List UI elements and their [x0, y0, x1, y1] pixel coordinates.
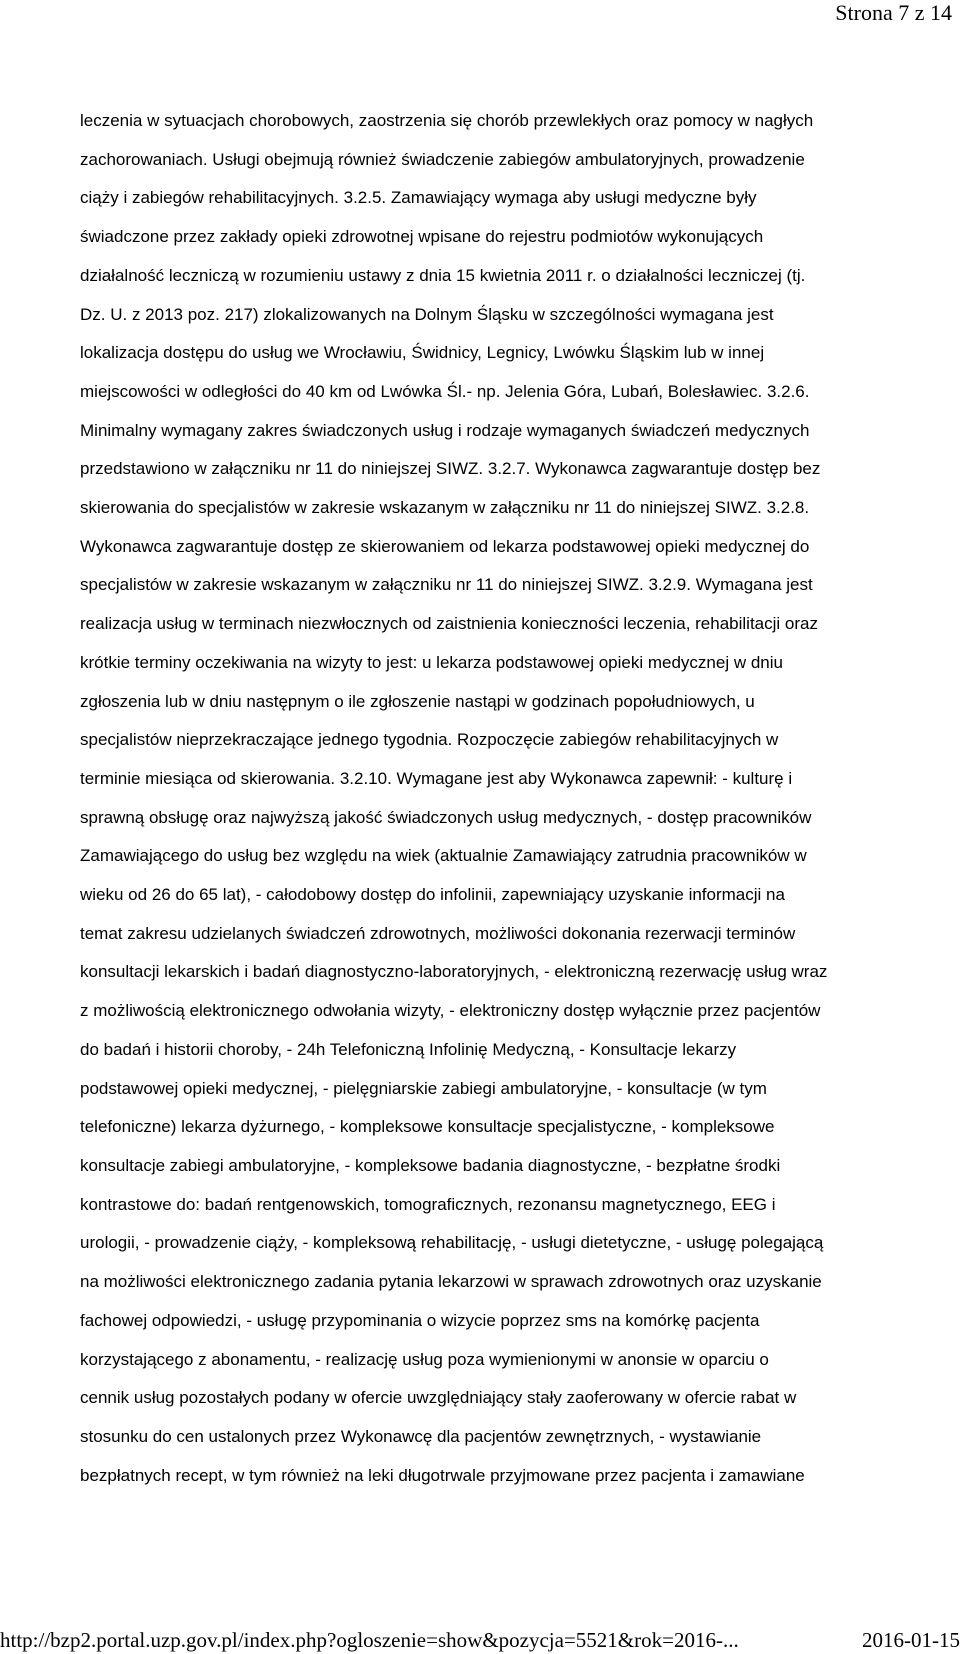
body-line: Minimalny wymagany zakres świadczonych usług i rodzaje wymaganych świadczeń medycznych	[80, 420, 810, 440]
body-line: podstawowej opieki medycznej, - pielęgniarskie zabiegi ambulatoryjne, - konsultacje (w tym	[80, 1078, 767, 1098]
body-line: wieku od 26 do 65 lat), - całodobowy dostęp do infolinii, zapewniający uzyskanie informacji na	[80, 885, 785, 905]
body-line: kontrastowe do: badań rentgenowskich, tomograficznych, rezonansu magnetycznego, EEG i	[80, 1194, 776, 1214]
body-line: miejscowości w odległości do 40 km od Lwówka Śl.- np. Jelenia Góra, Lubań, Bolesławiec. 3.2.6.	[80, 381, 810, 401]
body-line: telefoniczne) lekarza dyżurnego, - kompleksowe konsultacje specjalistyczne, - kompleksowe	[80, 1117, 775, 1137]
body-line: urologii, - prowadzenie ciąży, - kompleksową rehabilitację, - usługi dietetyczne, - usługę polegającą	[80, 1233, 824, 1253]
body-line: skierowania do specjalistów w zakresie wskazanym w załączniku nr 11 do niniejszej SIWZ. 3.2.8.	[80, 498, 810, 518]
body-line: zachorowaniach. Usługi obejmują również świadczenie zabiegów ambulatoryjnych, prowadzenie	[80, 149, 805, 169]
body-line: na możliwości elektronicznego zadania pytania lekarzowi w sprawach zdrowotnych oraz uzyskanie	[80, 1272, 822, 1292]
body-line: Zamawiającego do usług bez względu na wiek (aktualnie Zamawiający zatrudnia pracowników w	[80, 846, 807, 866]
footer-date: 2016-01-15	[862, 1628, 960, 1652]
footer-url[interactable]: http://bzp2.portal.uzp.gov.pl/index.php?ogloszenie=show&pozycja=5521&rok=2016-...	[0, 1628, 739, 1652]
body-line: ciąży i zabiegów rehabilitacyjnych. 3.2.5. Zamawiający wymaga aby usługi medyczne były	[80, 188, 757, 208]
body-line: leczenia w sytuacjach chorobowych, zaostrzenia się chorób przewlekłych oraz pomocy w nagłych	[80, 111, 814, 130]
body-line: fachowej odpowiedzi, - usługę przypominania o wizycie poprzez sms na komórkę pacjenta	[80, 1310, 760, 1330]
body-line: sprawną obsługę oraz najwyższą jakość świadczonych usług medycznych, - dostęp pracowników	[80, 807, 812, 827]
body-line: realizacja usług w terminach niezwłocznych od zaistnienia konieczności leczenia, rehabilitacji oraz	[80, 614, 818, 634]
body-line: działalność leczniczą w rozumieniu ustawy z dnia 15 kwietnia 2011 r. o działalności leczniczej (tj.	[80, 265, 806, 285]
body-line: z możliwością elektronicznego odwołania wizyty, - elektroniczny dostęp wyłącznie przez pacjentów	[80, 1001, 821, 1021]
document-body	[80, 102, 940, 1495]
body-line: terminie miesiąca od skierowania. 3.2.10. Wymagane jest aby Wykonawca zapewnił: - kulturę i	[80, 768, 793, 788]
body-line: krótkie terminy oczekiwania na wizyty to jest: u lekarza podstawowej opieki medycznej w dniu	[80, 652, 783, 672]
page-number: Strona 7 z 14	[835, 0, 952, 25]
body-line: lokalizacja dostępu do usług we Wrocławiu, Świdnicy, Legnicy, Lwówku Śląskim lub w innej	[80, 343, 765, 363]
body-line: specjalistów nieprzekraczające jednego tygodnia. Rozpoczęcie zabiegów rehabilitacyjnych w	[80, 730, 779, 750]
body-line: cennik usług pozostałych podany w ofercie uwzględniający stały zaoferowany w ofercie rabat w	[80, 1388, 797, 1408]
body-line: przedstawiono w załączniku nr 11 do niniejszej SIWZ. 3.2.7. Wykonawca zagwarantuje dostęp bez	[80, 459, 821, 479]
body-line: stosunku do cen ustalonych przez Wykonawcę dla pacjentów zewnętrznych, - wystawianie	[80, 1426, 762, 1446]
body-line: Wykonawca zagwarantuje dostęp ze skierowaniem od lekarza podstawowej opieki medycznej do	[80, 536, 810, 556]
body-line: konsultacji lekarskich i badań diagnostyczno-laboratoryjnych, - elektroniczną rezerwację usług wraz	[80, 962, 828, 982]
page-footer	[0, 1626, 960, 1654]
body-line: korzystającego z abonamentu, - realizację usług poza wymienionymi w anonsie w oparciu o	[80, 1349, 769, 1369]
body-line: konsultacje zabiegi ambulatoryjne, - kompleksowe badania diagnostyczne, - bezpłatne środki	[80, 1155, 781, 1175]
body-line: zgłoszenia lub w dniu następnym o ile zgłoszenie nastąpi w godzinach popołudniowych, u	[80, 691, 755, 711]
body-line: bezpłatnych recept, w tym również na leki długotrwale przyjmowane przez pacjenta i zamawiane	[80, 1465, 805, 1485]
body-line: temat zakresu udzielanych świadczeń zdrowotnych, możliwości dokonania rezerwacji terminów	[80, 923, 796, 943]
body-line: Dz. U. z 2013 poz. 217) zlokalizowanych na Dolnym Śląsku w szczególności wymagana jest	[80, 304, 774, 324]
body-line: świadczone przez zakłady opieki zdrowotnej wpisane do rejestru podmiotów wykonujących	[80, 227, 764, 247]
body-line: specjalistów w zakresie wskazanym w załączniku nr 11 do niniejszej SIWZ. 3.2.9. Wymagana jest	[80, 575, 813, 595]
body-line: do badań i historii choroby, - 24h Telefoniczną Infolinię Medyczną, - Konsultacje lekarzy	[80, 1039, 737, 1059]
